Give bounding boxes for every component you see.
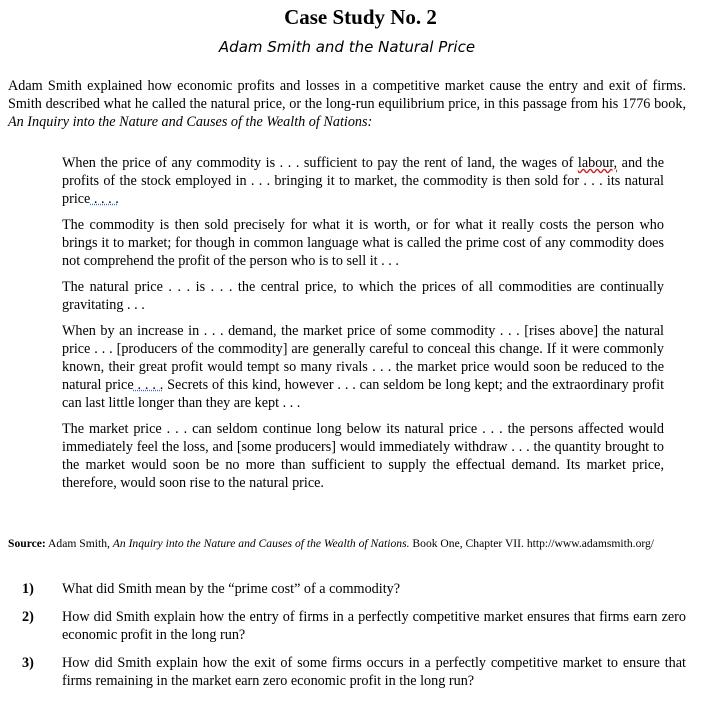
source-citation — [8, 536, 686, 552]
ellipsis-link: . . . . — [90, 191, 119, 207]
source-detail: Book One, Chapter VII. http://www.adamsmith.org/ — [409, 537, 655, 550]
quote-paragraph-3: The natural price . . . is . . . the central price, to which the prices of all commodities are continually gravitating . . . — [62, 279, 664, 313]
question-text: What did Smith mean by the “prime cost” of a commodity? — [62, 581, 401, 597]
page-subtitle: Adam Smith and the Natural Price — [218, 38, 476, 56]
source-book: An Inquiry into the Nature and Causes of the Wealth of Nations. — [112, 537, 410, 550]
intro-text: Adam Smith explained how economic profits and losses in a competitive market cause the entry and exit of firms. Smith described what he called the natural price, or the long-run equilibrium price, in this passage from his 1776 book, — [8, 78, 686, 112]
quote-1-text-a: When the price of any commodity is . . . sufficient to pay the rent of land, the wages of — [62, 155, 578, 171]
quote-paragraph-4 — [62, 322, 664, 412]
question-item — [22, 608, 686, 644]
quote-paragraph-5: The market price . . . can seldom continue long below its natural price . . . the persons affected would immediately feel the loss, and [some producers] would immediately withdraw . . . the quantity brought to the market would soon be no more than sufficient to supply the effectual demand. Its market price, therefore, would soon rise to the natural price. — [62, 421, 664, 491]
question-number: 1) — [22, 581, 34, 597]
intro-book-title: An Inquiry into the Nature and Causes of the Wealth of Nations: — [8, 114, 373, 130]
question-item — [22, 580, 686, 598]
quote-4-text-b: Secrets of this kind, however . . . can seldom be long kept; and the extraordinary profit can last little longer than they are kept . . . — [62, 377, 665, 411]
quote-block — [62, 154, 664, 492]
question-number: 3) — [22, 655, 34, 671]
question-number: 2) — [22, 609, 34, 625]
question-text: How did Smith explain how the entry of firms in a perfectly competitive market ensures that firms earn zero economic profit in the long run? — [62, 609, 686, 643]
quote-4-text-a: When by an increase in . . . demand, the market price of some commodity . . . [rises above] the natural price . . . [producers of the commodity] are generally careful to conceal this change. If it were commonly known, their great profit would tempt so many rivals . . . the market price would soon be reduced to the natural price — [62, 323, 664, 393]
question-text: How did Smith explain how the exit of some firms occurs in a perfectly competitive market to ensure that firms remaining in the market earn zero economic profit in the long run? — [62, 655, 686, 689]
intro-paragraph — [8, 77, 686, 131]
page-title: Case Study No. 2 — [284, 5, 437, 29]
quote-paragraph-2: The commodity is then sold precisely for what it is worth, or for what it really costs the person who brings it to market; for though in common language what is called the prime cost of any commodity does not comprehend the profit of the person who is to sell it . . . — [62, 217, 664, 269]
question-item — [22, 654, 686, 690]
source-label: Source: — [8, 537, 46, 550]
quote-paragraph-1 — [62, 154, 664, 208]
spellcheck-word: labour, — [577, 155, 618, 171]
source-author: Adam Smith, — [45, 537, 113, 550]
quote-1-text-b: and the profits of the stock employed in . . . bringing it to market, the commodity is then sold for . . . its natural price — [62, 155, 664, 207]
ellipsis-link: . . . . — [133, 377, 164, 393]
question-list — [22, 580, 686, 700]
